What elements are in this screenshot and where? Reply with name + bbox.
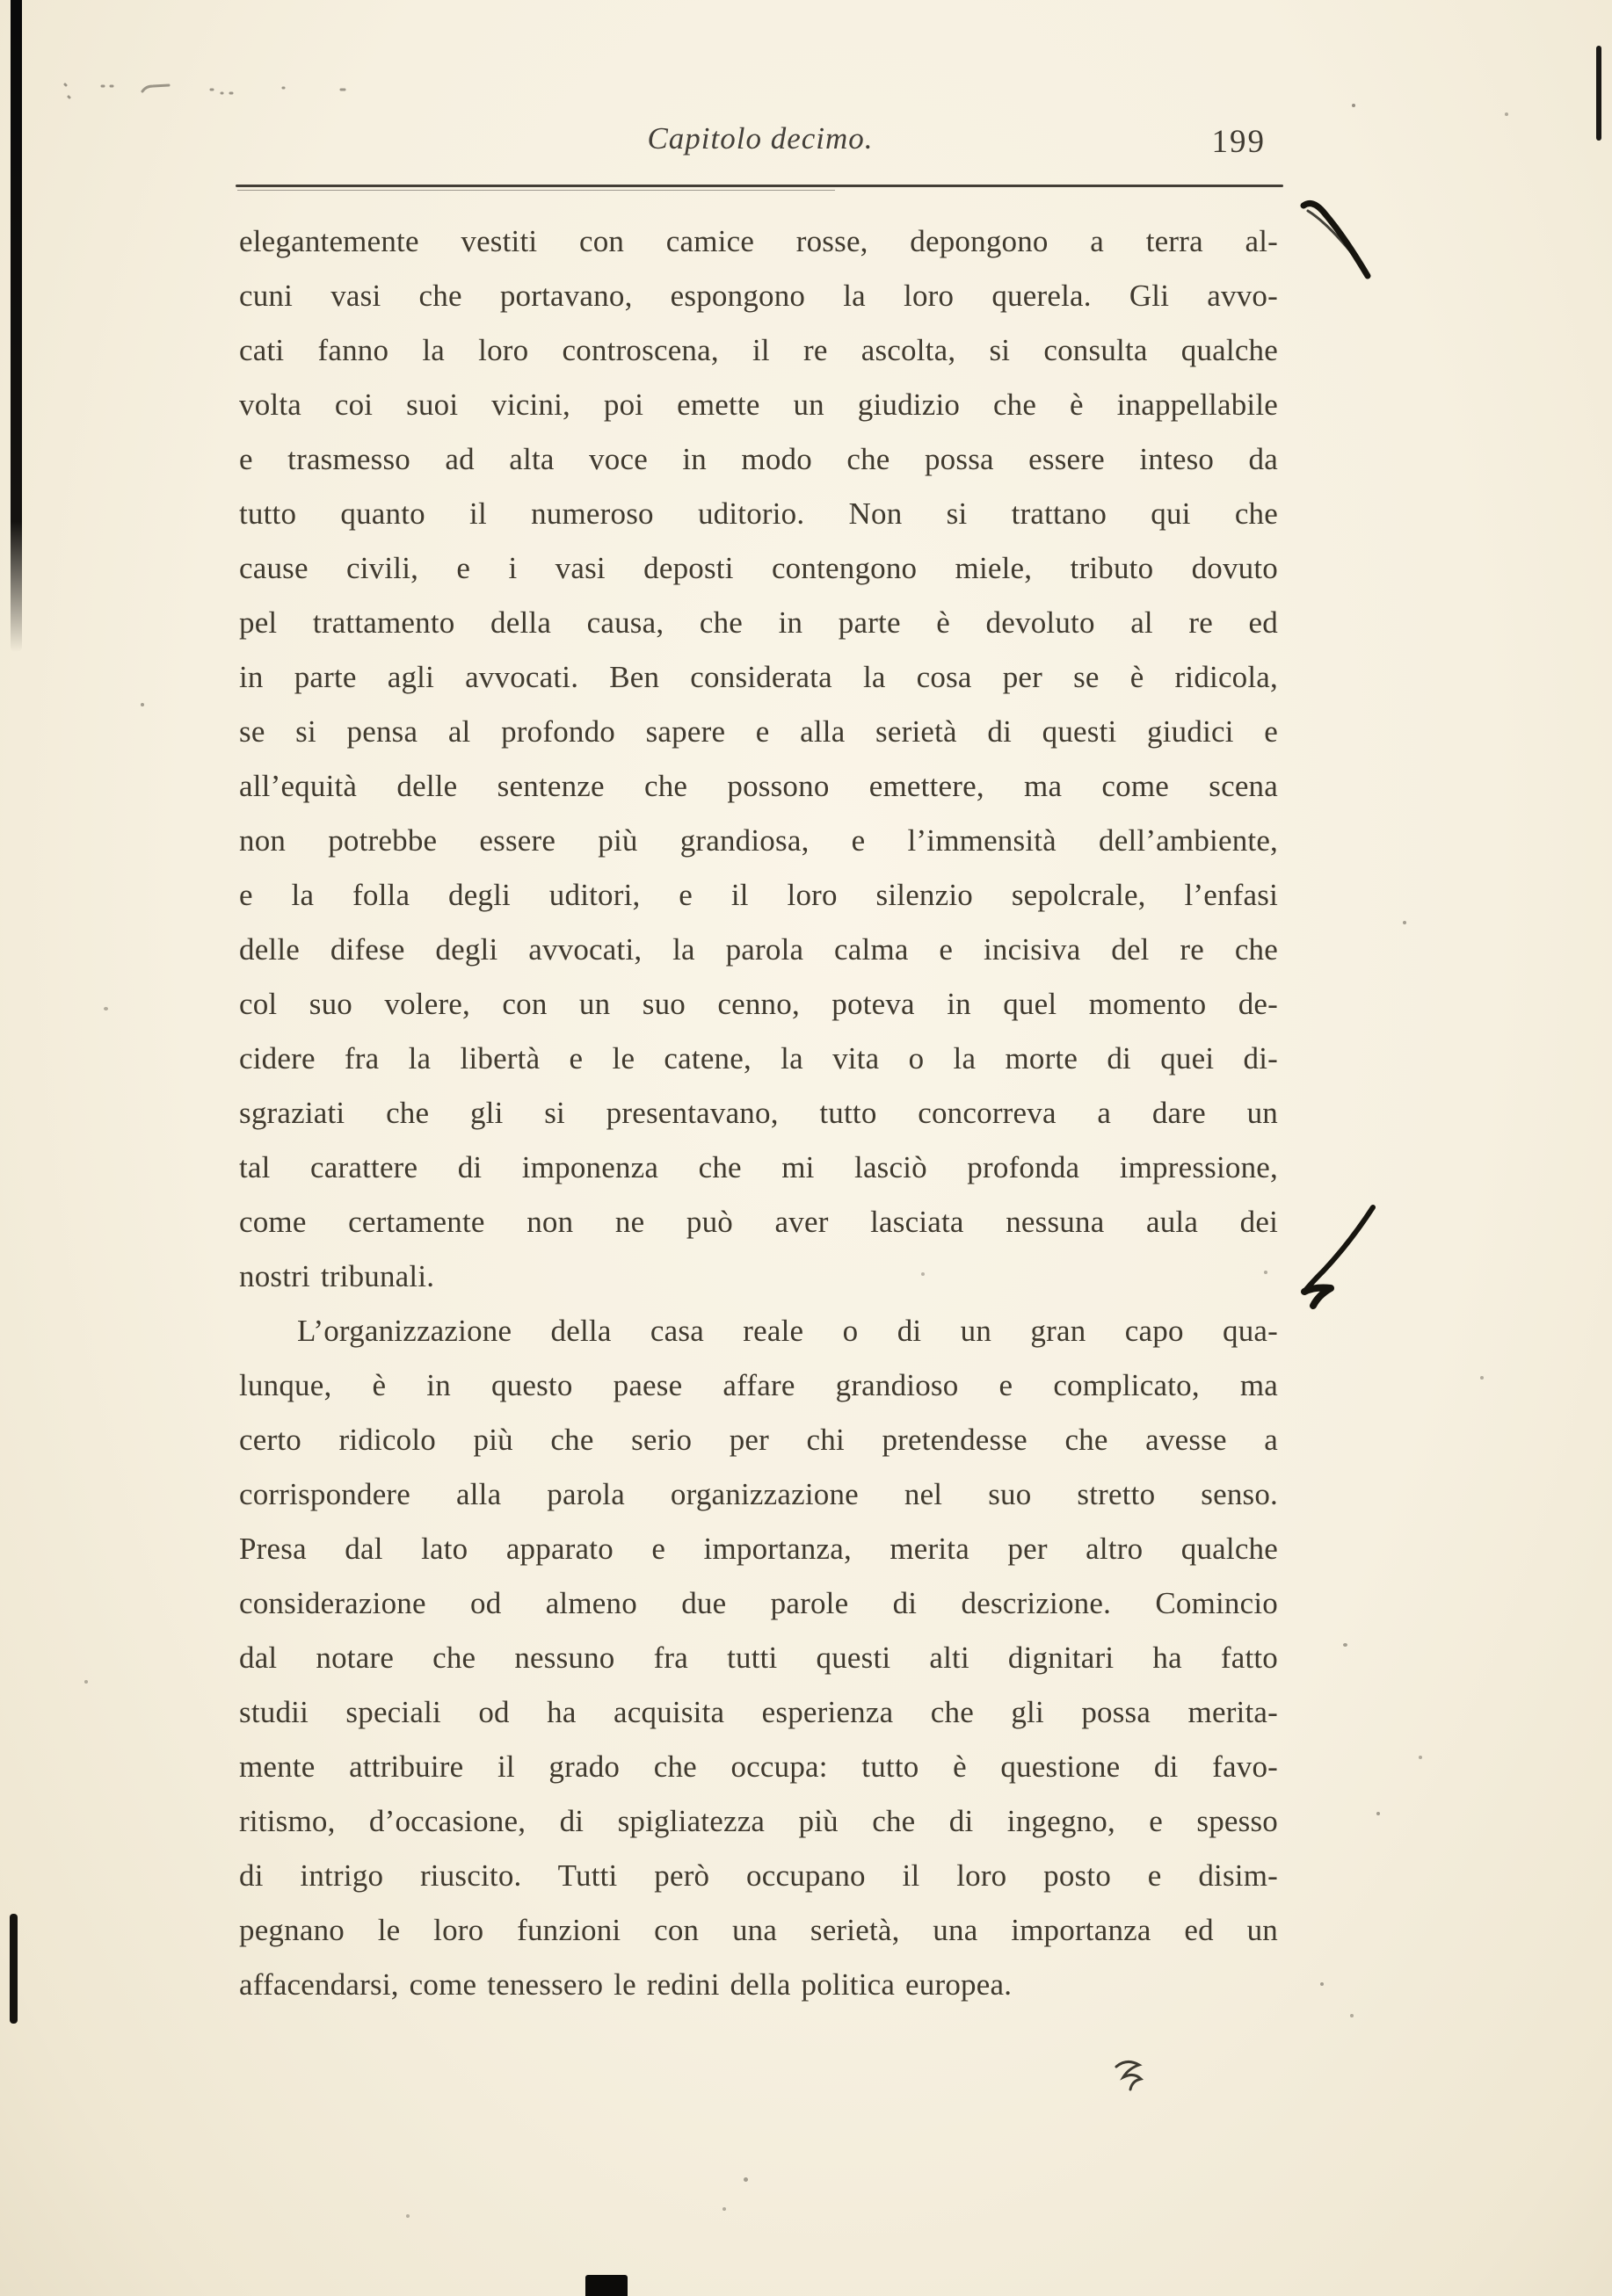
pen-stroke-icon	[1299, 195, 1383, 292]
text-line: non potrebbe essere più grandiosa, e l’immensità dell’ambiente,	[239, 823, 1278, 858]
scan-edge-artifact-right	[1596, 46, 1601, 141]
text-line: cause civili, e i vasi deposti contengono miele, tributo dovuto	[239, 551, 1278, 585]
text-line: delle difese degli avvocati, la parola calma e incisiva del re che	[239, 932, 1278, 967]
pencil-marks-top-left	[62, 77, 431, 112]
text-line: lunque, è in questo paese affare grandioso e complicato, ma	[239, 1368, 1278, 1402]
text-block	[239, 214, 1278, 2012]
text-line: mente attribuire il grado che occupa: tutto è questione di favo-	[239, 1749, 1278, 1784]
page-header	[239, 121, 1282, 174]
text-line: in parte agli avvocati. Ben considerata la cosa per se è ridicola,	[239, 660, 1278, 694]
scan-edge-artifact-left-lower	[10, 1914, 18, 2024]
header-rule	[236, 185, 1283, 187]
text-line: cidere fra la libertà e le catene, la vita o la morte di quei di-	[239, 1041, 1278, 1076]
text-line: all’equità delle sentenze che possono emettere, ma come scena	[239, 769, 1278, 803]
text-line: come certamente non ne può aver lasciata nessuna aula dei	[239, 1205, 1278, 1239]
text-line: col suo volere, con un suo cenno, poteva in quel momento de-	[239, 987, 1278, 1021]
text-line: cati fanno la loro controscena, il re ascolta, si consulta qualche	[239, 333, 1278, 367]
text-line: studii speciali od ha acquisita esperienza che gli possa merita-	[239, 1695, 1278, 1729]
text-line: dal notare che nessuno fra tutti questi alti dignitari ha fatto	[239, 1641, 1278, 1675]
page-number: 199	[1211, 124, 1266, 160]
text-line: di intrigo riuscito. Tutti però occupano il loro posto e disim-	[239, 1858, 1278, 1893]
text-line: elegantemente vestiti con camice rosse, depongono a terra al-	[239, 224, 1278, 258]
scan-edge-artifact-left	[11, 0, 22, 652]
text-line: volta coi suoi vicini, poi emette un giudizio che è inappellabile	[239, 387, 1278, 422]
pen-scribble-icon	[1109, 2054, 1158, 2104]
text-line: tal carattere di imponenza che mi lasciò profonda impressione,	[239, 1150, 1278, 1184]
text-line: cuni vasi che portavano, espongono la loro querela. Gli avvo-	[239, 279, 1278, 313]
text-line: L’organizzazione della casa reale o di un gran capo qua-	[297, 1314, 1278, 1348]
pen-check-mark-icon	[1292, 1202, 1389, 1316]
text-line: sgraziati che gli si presentavano, tutto concorreva a dare un	[239, 1096, 1278, 1130]
text-line: pel trattamento della causa, che in parte è devoluto al re ed	[239, 605, 1278, 640]
text-line: affacendarsi, come tenessero le redini della politica europea.	[239, 1967, 1013, 2002]
text-line: corrispondere alla parola organizzazione nel suo stretto senso.	[239, 1477, 1278, 1511]
text-line: Presa dal lato apparato e importanza, merita per altro qualche	[239, 1532, 1278, 1566]
text-line: tutto quanto il numeroso uditorio. Non si trattano qui che	[239, 496, 1278, 531]
scan-artifact-bottom	[585, 2275, 628, 2296]
header-rule-secondary	[237, 190, 835, 191]
text-line: e la folla degli uditori, e il loro silenzio sepolcrale, l’enfasi	[239, 878, 1278, 912]
text-line: certo ridicolo più che serio per chi pretendesse che avesse a	[239, 1423, 1278, 1457]
text-line: considerazione od almeno due parole di descrizione. Comincio	[239, 1586, 1278, 1620]
text-line: pegnano le loro funzioni con una serietà, una importanza ed un	[239, 1913, 1278, 1947]
text-line: se si pensa al profondo sapere e alla serietà di questi giudici e	[239, 714, 1278, 749]
text-line: nostri tribunali.	[239, 1259, 435, 1293]
text-line: ritismo, d’occasione, di spigliatezza più che di ingegno, e spesso	[239, 1804, 1278, 1838]
chapter-title: Capitolo decimo.	[647, 121, 874, 156]
text-line: e trasmesso ad alta voce in modo che possa essere inteso da	[239, 442, 1278, 476]
